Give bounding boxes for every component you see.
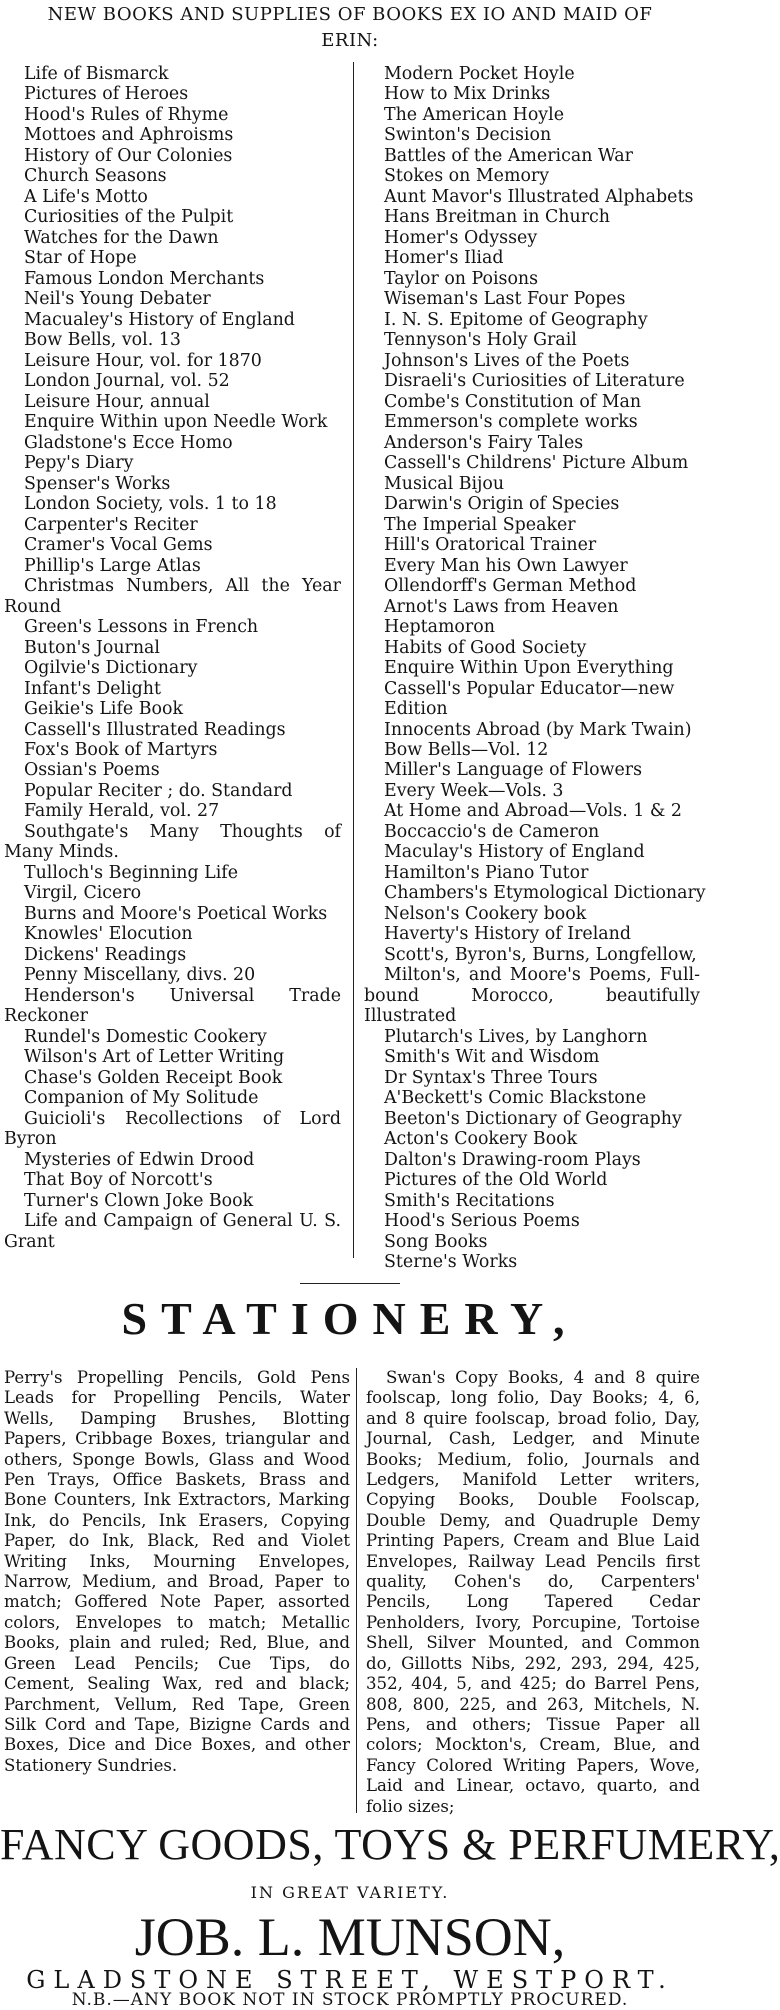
book-title: History of Our Colonies: [24, 145, 233, 166]
book-title: Cassell's Illustrated Readings: [24, 719, 286, 740]
book-title: Homer's Odyssey: [384, 227, 538, 248]
book-title: Bow Bells, vol. 13: [24, 330, 181, 351]
book-title: Song Books: [384, 1231, 488, 1252]
stationery-column-divider: [356, 1368, 357, 1813]
book-title: That Boy of Norcott's: [24, 1170, 213, 1191]
book-title: Knowles' Elocution: [24, 924, 193, 945]
book-title: Maculay's History of England: [384, 842, 645, 863]
book-title: Emmerson's complete works: [384, 412, 638, 433]
book-title: Ollendorff's German Method: [384, 576, 637, 597]
book-title: Dickens' Readings: [24, 944, 187, 965]
book-title: Aunt Mavor's Illustrated Alphabets: [384, 186, 694, 207]
book-title: Star of Hope: [24, 248, 137, 269]
stationery-left-text: Perry's Propelling Pencils, Gold Pens Leads for Propelling Pencils, Water Wells, Damping Brushes, Blotting Papers, Cribbage Boxes, triangular and others, Sponge Bowls, Glass and Wood Pen Trays, Office Baskets, Brass and Bone Counters, Ink Extractors, Marking Ink, do Pencils, Ink Erasers, Copying Paper, do Ink, Black, Red and Violet Writing Inks, Mourning Envelopes, Narrow, Medium, and Broad, Paper to match; Goffered Note Paper, assorted colors, Envelopes to match; Metallic Books, plain and ruled; Red, Blue, and Green Lead Pencils; Cue Tips, do Cement, Sealing Wax, red and black; Parchment, Vellum, Red Tape, Green Silk Cord and Tape, Bizigne Cards and Boxes, Dice and Dice Boxes, and other Stationery Sundries.: [4, 1368, 350, 1775]
header-line-2: ERIN:: [321, 30, 379, 51]
book-title: Popular Reciter ; do. Standard: [24, 780, 293, 801]
book-title: Guicioli's Recollections of Lord Byron: [4, 1108, 341, 1150]
book-title: Companion of My Solitude: [24, 1088, 259, 1109]
book-title: How to Mix Drinks: [384, 84, 551, 105]
book-title: Penny Miscellany, divs. 20: [24, 965, 256, 986]
book-title: Heptamoron: [384, 617, 495, 638]
book-title: A Life's Motto: [24, 186, 148, 207]
book-title: The Imperial Speaker: [384, 514, 576, 535]
book-title: Taylor on Poisons: [384, 268, 539, 289]
book-title: Leisure Hour, vol. for 1870: [24, 350, 262, 371]
book-title: Cassell's Popular Educator—new Edition: [384, 678, 675, 720]
book-title: Life and Campaign of General U. S. Grant: [4, 1211, 341, 1252]
book-title: Anderson's Fairy Tales: [384, 432, 584, 453]
book-title: Turner's Clown Joke Book: [24, 1190, 254, 1211]
book-title: Famous London Merchants: [24, 268, 265, 289]
header-line-1: NEW BOOKS AND SUPPLIES OF BOOKS EX IO AND MAID OF: [47, 4, 653, 25]
book-title: Hood's Rules of Rhyme: [24, 104, 229, 125]
book-title: Swinton's Decision: [384, 125, 552, 146]
book-title: Disraeli's Curiosities of Literature: [384, 371, 685, 392]
book-title: I. N. S. Epitome of Geography: [384, 309, 648, 330]
book-title: Cassell's Childrens' Picture Album: [384, 453, 689, 474]
book-title: Virgil, Cicero: [24, 883, 142, 904]
book-title: Every Man his Own Lawyer: [384, 555, 628, 576]
stationery-right-text: Swan's Copy Books, 4 and 8 quire foolscap, long folio, Day Books; 4, 6, and 8 quire foolscap, broad folio, Day, Journal, Cash, Ledger, and Minute Books; Medium, folio, Journals and Ledgers, Manifold Letter writers, Copying Books, Double Foolscap, Double Demy, and Quadruple Demy Printing Papers, Cream and Blue Laid Envelopes, Railway Lead Pencils first quality, Cohen's do, Carpenters' Pencils, Long Tapered Cedar Penholders, Ivory, Porcupine, Tortoise Shell, Silver Mounted, and Common do, Gillotts Nibs, 292, 293, 294, 425, 352, 404, 5, and 425; do Barrel Pens, 808, 800, 225, and 263, Mitchels, N. Pens, and others; Tissue Paper all colors; Mockton's, Cream, Blue, and Fancy Colored Writing Papers, Wove, Laid and Linear, octavo, quarto, and folio sizes;: [366, 1368, 700, 1816]
book-title: Enquire Within upon Needle Work: [24, 412, 328, 433]
book-title: Hood's Serious Poems: [384, 1211, 580, 1232]
book-title: Combe's Constitution of Man: [384, 391, 642, 412]
book-title: Pictures of the Old World: [384, 1170, 608, 1191]
book-title: Stokes on Memory: [384, 166, 550, 187]
books-list-right: [364, 64, 706, 1273]
book-title: Mottoes and Aphroisms: [24, 125, 234, 146]
stationery-heading: STATIONERY,: [121, 1293, 579, 1344]
book-title: Pepy's Diary: [24, 453, 134, 474]
book-title: Milton's, and Moore's Poems, Full-bound Morocco, beautifully Illustrated: [364, 965, 700, 1027]
book-title: Tulloch's Beginning Life: [24, 862, 238, 883]
section-divider: [300, 1283, 400, 1284]
book-title: Ogilvie's Dictionary: [24, 658, 198, 679]
book-title: Hans Breitman in Church: [384, 207, 610, 228]
book-title: Hill's Oratorical Trainer: [384, 535, 597, 556]
merchant-address: GLADSTONE STREET, WESTPORT.: [26, 1966, 674, 1994]
book-title: Every Week—Vols. 3: [384, 780, 564, 801]
book-title: Church Seasons: [24, 166, 167, 187]
book-title: Innocents Abroad (by Mark Twain): [384, 719, 692, 740]
book-title: Infant's Delight: [24, 678, 161, 699]
book-title: Mysteries of Edwin Drood: [24, 1149, 255, 1170]
book-title: Dalton's Drawing-room Plays: [384, 1149, 641, 1170]
book-title: Buton's Journal: [24, 637, 160, 658]
book-title: Leisure Hour, annual: [24, 391, 210, 412]
book-title: Johnson's Lives of the Poets: [384, 350, 630, 371]
book-title: Arnot's Laws from Heaven: [384, 596, 619, 617]
book-title: Battles of the American War: [384, 145, 633, 166]
book-title: Neil's Young Debater: [24, 289, 211, 310]
book-title: Homer's Iliad: [384, 248, 504, 269]
book-title: Burns and Moore's Poetical Works: [24, 903, 328, 924]
merchant-name: JOB. L. MUNSON,: [134, 1907, 566, 1967]
book-title: Cramer's Vocal Gems: [24, 535, 213, 556]
book-title: Boccaccio's de Cameron: [384, 821, 600, 842]
book-title: Gladstone's Ecce Homo: [24, 432, 233, 453]
variety-line: IN GREAT VARIETY.: [250, 1883, 450, 1902]
book-title: Habits of Good Society: [384, 637, 587, 658]
book-title: Watches for the Dawn: [24, 227, 219, 248]
book-title: Henderson's Universal Trade Reckoner: [4, 985, 341, 1027]
book-title: London Journal, vol. 52: [24, 371, 230, 392]
book-title: Wiseman's Last Four Popes: [384, 289, 626, 310]
book-title: Tennyson's Holy Grail: [384, 330, 577, 351]
book-title: A'Beckett's Comic Blackstone: [384, 1088, 647, 1109]
book-title: The American Hoyle: [384, 104, 564, 125]
book-title: Scott's, Byron's, Burns, Longfellow,: [384, 944, 697, 965]
book-title: Haverty's History of Ireland: [384, 924, 631, 945]
book-title: Darwin's Origin of Species: [384, 494, 620, 515]
books-list-left: [4, 64, 341, 1252]
book-title: Modern Pocket Hoyle: [384, 64, 575, 84]
book-title: Dr Syntax's Three Tours: [384, 1067, 598, 1088]
fancy-goods-heading: FANCY GOODS, TOYS & PERFUMERY,: [0, 1820, 780, 1869]
book-title: Miller's Language of Flowers: [384, 760, 643, 781]
book-title: Green's Lessons in French: [24, 617, 259, 638]
book-title: Family Herald, vol. 27: [24, 801, 220, 822]
book-title: At Home and Abroad—Vols. 1 & 2: [384, 801, 682, 822]
book-title: Rundel's Domestic Cookery: [24, 1026, 267, 1047]
book-title: Nelson's Cookery book: [384, 903, 587, 924]
book-title: Sterne's Works: [384, 1252, 518, 1273]
book-title: Curiosities of the Pulpit: [24, 207, 234, 228]
book-title: Pictures of Heroes: [24, 84, 189, 105]
book-title: Southgate's Many Thoughts of Many Minds.: [4, 821, 341, 863]
book-title: Wilson's Art of Letter Writing: [24, 1047, 285, 1068]
book-title: Spenser's Works: [24, 473, 171, 494]
book-title: Acton's Cookery Book: [384, 1129, 578, 1150]
book-title: Fox's Book of Martyrs: [24, 739, 218, 760]
book-title: Phillip's Large Atlas: [24, 555, 201, 576]
book-title: Geikie's Life Book: [24, 699, 183, 720]
book-title: Plutarch's Lives, by Langhorn: [384, 1026, 648, 1047]
book-title: Life of Bismarck: [24, 64, 169, 84]
book-title: London Society, vols. 1 to 18: [24, 494, 277, 515]
book-title: Hamilton's Piano Tutor: [384, 862, 589, 883]
book-title: Christmas Numbers, All the Year Round: [4, 576, 341, 617]
book-title: Chase's Golden Receipt Book: [24, 1067, 283, 1088]
book-title: Smith's Wit and Wisdom: [384, 1047, 600, 1068]
book-title: Chambers's Etymological Dictionary: [384, 883, 706, 904]
book-title: Carpenter's Reciter: [24, 514, 198, 535]
column-divider: [353, 62, 354, 1258]
book-title: Musical Bijou: [384, 473, 505, 494]
book-title: Macualey's History of England: [24, 309, 295, 330]
nota-bene: N.B.—ANY BOOK NOT IN STOCK PROMPTLY PROCURED.: [71, 1990, 629, 2010]
book-title: Smith's Recitations: [384, 1190, 555, 1211]
book-title: Bow Bells—Vol. 12: [384, 739, 549, 760]
book-title: Beeton's Dictionary of Geography: [384, 1108, 682, 1129]
book-title: Ossian's Poems: [24, 760, 160, 781]
book-title: Enquire Within Upon Everything: [384, 658, 674, 679]
